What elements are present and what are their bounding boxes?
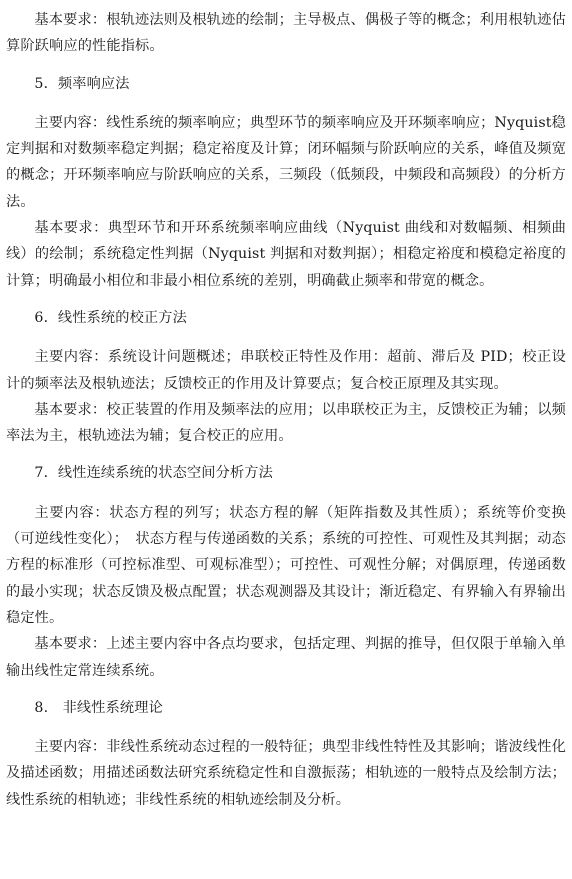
section-heading-8: 8. 非线性系统理论 (34, 699, 163, 716)
section-heading-7: 7．线性连续系统的状态空间分析方法 (34, 465, 273, 482)
section-heading-5: 5．频率响应法 (34, 75, 130, 92)
requirement-paragraph: 基本要求：校正装置的作用及频率法的应用；以串联校正为主，反馈校正为辅；以频率法为主，根轨迹法为辅；复合校正的应用。 (6, 401, 566, 445)
requirement-paragraph: 基本要求：典型环节和开环系统频率响应曲线（Nyquist 曲线和对数幅频、相频曲线）的绘制；系统稳定性判据（Nyquist 判据和对数判据）；相稳定裕度和模稳定裕度的计算；明确最小相位和非最小相位系统的差别，明确截止频率和带宽的概念。 (6, 220, 566, 289)
content-paragraph: 主要内容：系统设计问题概述；串联校正特性及作用：超前、滞后及 PID；校正设计的频率法及根轨迹法；反馈校正的作用及计算要点；复合校正原理及其实现。 (6, 349, 566, 392)
content-paragraph: 主要内容：状态方程的列写；状态方程的解（矩阵指数及其性质）；系统等价变换（可逆线性变化）； 状态方程与传递函数的关系；系统的可控性、可观性及其判据；动态方程的标准形（可控标准型、可观标准型）；可控性、可观性分解；对偶原理，传递函数的最小实现；状态反馈及极点配置；状态观测器及其设计；渐近稳定、有界输入有界输出稳定性。 (6, 504, 566, 626)
section-heading-6: 6．线性系统的校正方法 (34, 309, 187, 326)
requirement-paragraph: 基本要求：根轨迹法则及根轨迹的绘制；主导极点、偶极子等的概念；利用根轨迹估算阶跃响应的性能指标。 (6, 12, 566, 55)
content-paragraph: 主要内容：非线性系统动态过程的一般特征；典型非线性特性及其影响；谐波线性化及描述函数；用描述函数法研究系统稳定性和自激振荡；相轨迹的一般特点及绘制方法；线性系统的相轨迹；非线性系统的相轨迹绘制及分析。 (6, 739, 566, 808)
content-paragraph: 主要内容：线性系统的频率响应；典型环节的频率响应及开环频率响应；Nyquist稳定判据和对数频率稳定判据；稳定裕度及计算；闭环幅频与阶跃响应的关系，峰值及频宽的概念；开环频率响应与阶跃响应的关系，三频段（低频段，中频段和高频段）的分析方法。 (6, 114, 566, 210)
requirement-paragraph: 基本要求：上述主要内容中各点均要求，包括定理、判据的推导，但仅限于单输入单输出线性定常连续系统。 (6, 636, 566, 679)
